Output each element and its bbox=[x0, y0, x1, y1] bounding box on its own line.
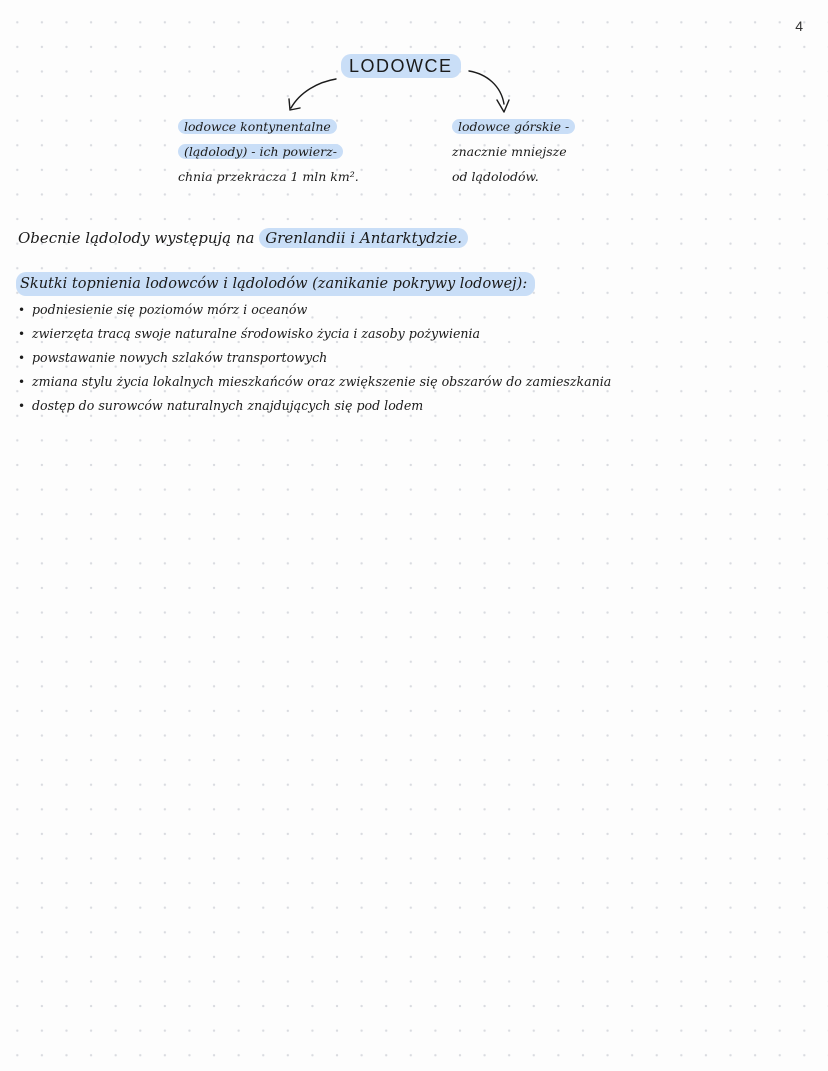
page-number: 4 bbox=[795, 18, 803, 34]
statement-text: Obecnie lądolody występują na bbox=[18, 229, 255, 247]
note-line bbox=[178, 114, 398, 139]
page-title: LODOWCE bbox=[341, 54, 461, 78]
left-arrow-icon bbox=[291, 79, 336, 108]
list-item bbox=[16, 322, 611, 346]
note-line: znacznie mniejsze bbox=[452, 144, 567, 159]
statement-location: Grenlandii i Antarktydzie. bbox=[259, 228, 468, 248]
note-line: od lądolodów. bbox=[452, 169, 539, 184]
list-item bbox=[16, 298, 611, 322]
note-line: chnia przekracza 1 mln km². bbox=[178, 169, 359, 184]
effects-heading: Skutki topnienia lodowców i lądolodów (zanikanie pokrywy lodowej): bbox=[16, 272, 535, 296]
bullet-icon: • bbox=[18, 375, 26, 389]
continental-glaciers-term: lodowce kontynentalne bbox=[178, 119, 337, 134]
list-item-text: zwierzęta tracą swoje naturalne środowisko życia i zasoby pożywienia bbox=[32, 326, 481, 341]
list-item-text: dostęp do surowców naturalnych znajdujących się pod lodem bbox=[32, 398, 424, 413]
effects-list bbox=[16, 298, 611, 418]
note-line bbox=[178, 139, 398, 164]
mountain-glaciers-note bbox=[452, 114, 652, 189]
note-line bbox=[452, 114, 652, 139]
ice-sheets-term: (lądolody) - ich powierz- bbox=[178, 144, 343, 159]
continental-glaciers-note bbox=[178, 114, 398, 189]
right-arrow-icon bbox=[469, 71, 504, 104]
bullet-icon: • bbox=[18, 327, 26, 341]
list-item bbox=[16, 346, 611, 370]
bullet-icon: • bbox=[18, 303, 26, 317]
ice-sheet-location-statement bbox=[18, 226, 468, 250]
mountain-glaciers-term: lodowce górskie - bbox=[452, 119, 575, 134]
bullet-icon: • bbox=[18, 351, 26, 365]
list-item bbox=[16, 370, 611, 394]
branch-arrows bbox=[0, 0, 828, 200]
list-item bbox=[16, 394, 611, 418]
bullet-icon: • bbox=[18, 399, 26, 413]
list-item-text: powstawanie nowych szlaków transportowych bbox=[32, 350, 328, 365]
list-item-text: zmiana stylu życia lokalnych mieszkańców oraz zwiększenie się obszarów do zamieszkania bbox=[32, 374, 612, 389]
list-item-text: podniesienie się poziomów mórz i oceanów bbox=[32, 302, 308, 317]
